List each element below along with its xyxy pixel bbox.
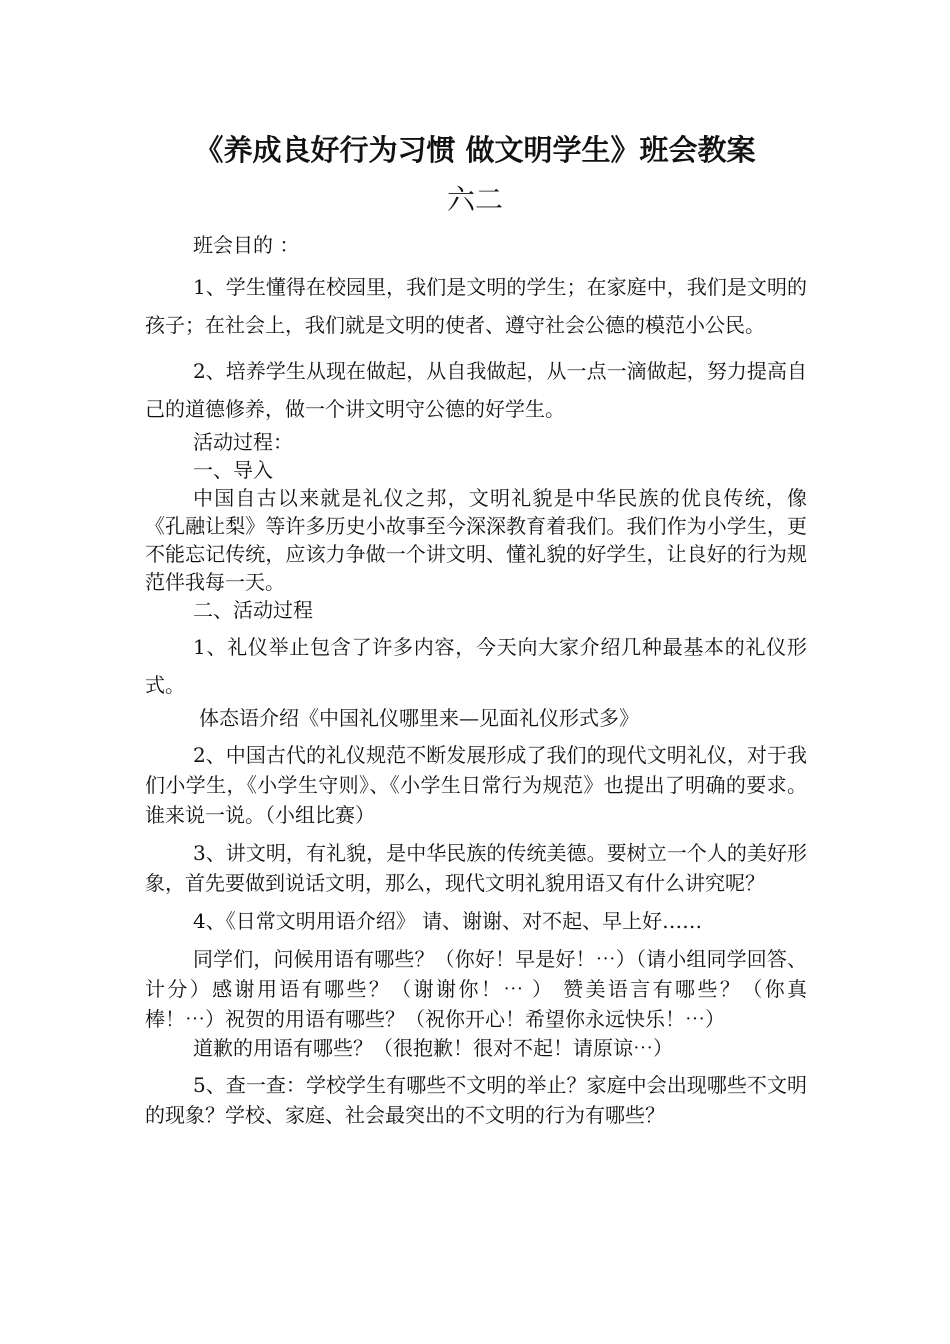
class-label: 六二 <box>446 183 503 216</box>
paragraph-apology: 道歉的用语有哪些？（很抱歉！很对不起！请原谅⋯） <box>193 1036 673 1060</box>
paragraph-greetings: 同学们，问候用语有哪些？（你好！早是好！⋯）（请小组同学回答、计分）感谢用语有哪些？（谢谢你！⋯ ） 赞美语言有哪些？（你真棒！⋯）祝贺的用语有哪些？（祝你开心！希望你永远快乐！⋯） <box>145 947 807 1031</box>
page-title: 《养成良好行为习惯 做文明学生》班会教案 <box>194 133 756 167</box>
paragraph-goal-2: 2、培养学生从现在做起，从自我做起，从一点一滴做起，努力提高自己的道德修养，做一个讲文明守公德的好学生。 <box>145 359 807 421</box>
paragraph-activity-3: 3、讲文明，有礼貌，是中华民族的传统美德。要树立一个人的美好形象，首先要做到说话文明，那么，现代文明礼貌用语又有什么讲究呢？ <box>145 841 807 895</box>
section-heading-goals: 班会目的 ： <box>193 233 300 257</box>
document-body <box>145 226 807 1130</box>
paragraph-activity-2: 2、中国古代的礼仪规范不断发展形成了我们的现代文明礼仪，对于我们小学生，《小学生守则》、《小学生日常行为规范》也提出了明确的要求。谁来说一说。（小组比赛） <box>145 743 807 827</box>
paragraph-body-language: 体态语介绍《中国礼仪哪里来—见面礼仪形式多》 <box>199 706 639 730</box>
paragraph-activity-1: 1、礼仪举止包含了许多内容，今天向大家介绍几种最基本的礼仪形式。 <box>145 635 807 697</box>
paragraph-activity-4: 4、《日常文明用语介绍》 请、谢谢、对不起、早上好…… <box>193 909 703 933</box>
paragraph-goal-1: 1、学生懂得在校园里，我们是文明的学生；在家庭中，我们是文明的孩子；在社会上，我们就是文明的使者、遵守社会公德的模范小公民。 <box>145 275 807 337</box>
section-heading-activity: 二、活动过程 <box>193 598 313 622</box>
paragraph-intro: 中国自古以来就是礼仪之邦，文明礼貌是中华民族的优良传统，像《孔融让梨》等许多历史小故事至今深深教育着我们。我们作为小学生，更不能忘记传统，应该力争做一个讲文明、懂礼貌的好学生，让良好的行为规范伴我每一天。 <box>145 486 807 594</box>
section-heading-process: 活动过程： <box>193 430 293 454</box>
paragraph-activity-5: 5、查一查：学校学生有哪些不文明的举止？家庭中会出现哪些不文明的现象？学校、家庭、社会最突出的不文明的行为有哪些？ <box>145 1073 807 1127</box>
section-heading-intro: 一、导入 <box>193 458 273 482</box>
